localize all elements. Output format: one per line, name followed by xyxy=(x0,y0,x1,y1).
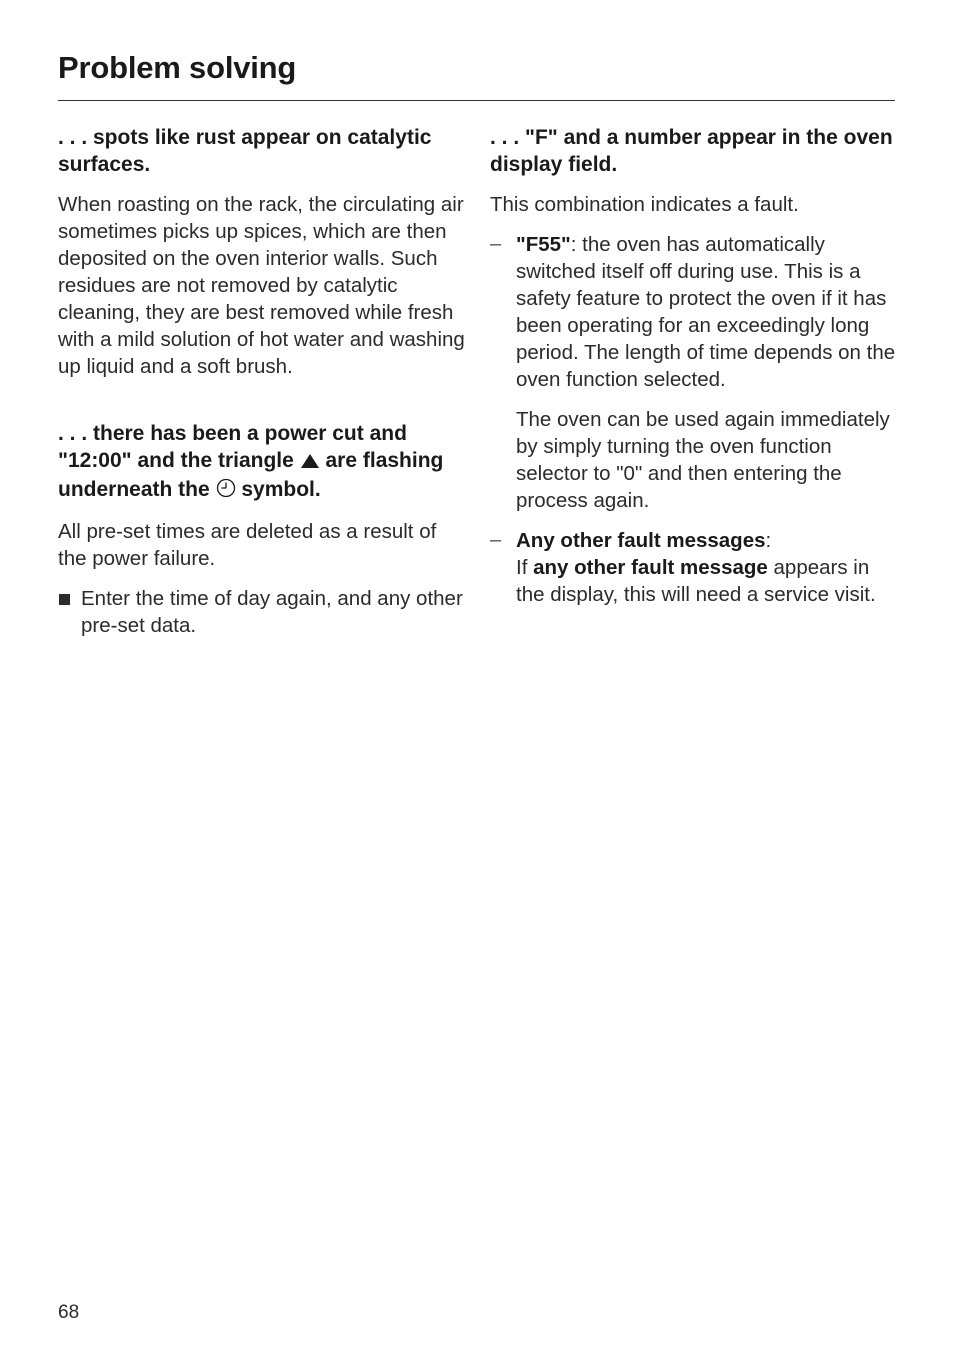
fault-item-f55 xyxy=(490,231,900,393)
left-column xyxy=(58,124,468,639)
page-title: Problem solving xyxy=(58,50,297,85)
triangle-up-icon xyxy=(300,449,320,476)
fault-item-other xyxy=(490,527,900,608)
fault-item-f55-text xyxy=(516,231,900,393)
fault-item-other-text xyxy=(516,527,900,608)
power-cut-heading-part-a: . . . there has been a power cut and "12:00" and the triangle xyxy=(58,422,407,472)
fault-code-f55: "F55" xyxy=(516,233,571,256)
square-bullet-icon xyxy=(58,585,81,639)
title-divider xyxy=(58,100,895,101)
other-fault-if: If xyxy=(516,556,528,579)
section-heading-power-cut xyxy=(58,420,468,505)
other-fault-colon: : xyxy=(765,529,772,552)
other-fault-description: appears in the display, this will need a service visit. xyxy=(516,556,876,606)
section-body-fault-code: This combination indicates a fault. xyxy=(490,193,799,216)
section-body-power-cut: All pre-set times are deleted as a result of the power failure. xyxy=(58,520,437,570)
section-body-rust-spots: When roasting on the rack, the circulating air sometimes picks up spices, which are then deposited on the oven interior walls. Such residues are not removed by catalytic cleaning, they are best removed while fresh with a mild solution of hot water and washing up liquid and a soft brush. xyxy=(58,193,465,378)
other-fault-label: Any other fault messages xyxy=(516,529,766,552)
fault-f55-description: : the oven has automatically switched itself off during use. This is a safety feature to protect the oven if it has been operating for an exceedingly long period. The length of time depends on the oven function selected. xyxy=(516,233,896,391)
right-column xyxy=(490,124,900,608)
section-heading-fault-code: . . . "F" and a number appear in the oven display field. xyxy=(490,126,893,176)
section-heading-rust-spots: . . . spots like rust appear on catalytic surfaces. xyxy=(58,126,432,176)
other-fault-bold: any other fault message xyxy=(533,556,768,579)
instruction-text: Enter the time of day again, and any other pre-set data. xyxy=(81,587,463,637)
dash-marker: – xyxy=(490,529,502,551)
instruction-item xyxy=(58,585,468,639)
page-number: 68 xyxy=(58,1302,80,1323)
power-cut-heading-part-b: are flashing underneath the xyxy=(58,449,444,501)
dash-marker: – xyxy=(490,233,502,255)
fault-f55-resume-text: The oven can be used again immediately by simply turning the oven function selector to "0" and then entering the process again. xyxy=(516,408,890,512)
clock-icon xyxy=(216,478,236,505)
power-cut-heading-part-c: symbol. xyxy=(241,478,321,501)
